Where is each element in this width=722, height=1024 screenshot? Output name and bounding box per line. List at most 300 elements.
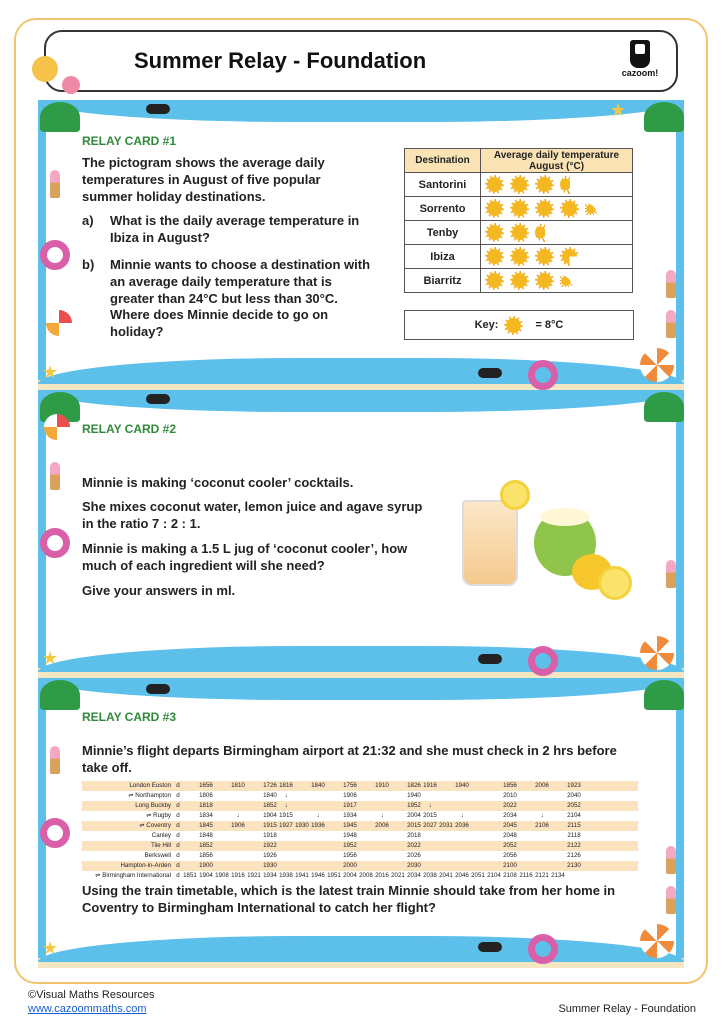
- destination-name: Tenby: [405, 221, 481, 245]
- time-cell: [326, 801, 342, 811]
- sun-icon: [510, 271, 529, 290]
- time-cell: [278, 851, 294, 861]
- sunglasses-icon: [478, 942, 502, 952]
- time-cell: 1852: [199, 842, 213, 849]
- table-header-temperature: Average daily temperature August (°C): [481, 149, 633, 173]
- time-cell: 2052: [503, 842, 517, 849]
- time-cell: [374, 831, 390, 841]
- time-cell: 1940: [455, 782, 469, 789]
- time-cell: 2108: [503, 872, 517, 879]
- title-bar: [44, 30, 678, 92]
- time-cell: [278, 841, 294, 851]
- departure-marker: d: [176, 832, 180, 839]
- time-cell: [246, 821, 262, 831]
- time-cell: [310, 801, 326, 811]
- pictogram-key: [404, 310, 634, 340]
- destination-name: Sorrento: [405, 197, 481, 221]
- sun-icon: [510, 247, 529, 266]
- time-cell: 1840: [311, 782, 325, 789]
- time-cell: 2100: [503, 862, 517, 869]
- relay-card-3: [38, 678, 684, 968]
- time-cell: 2034: [407, 872, 421, 879]
- key-value: = 8°C: [535, 319, 564, 331]
- time-cell: 1927: [279, 822, 293, 829]
- station-name: London Euston: [129, 782, 171, 789]
- time-cell: 2106: [535, 822, 549, 829]
- logo-text: cazoom!: [621, 68, 659, 78]
- pictogram-table: [404, 148, 633, 293]
- time-cell: [470, 851, 486, 861]
- time-cell: 2008: [359, 872, 373, 879]
- time-cell: 2016: [375, 872, 389, 879]
- time-cell: [518, 861, 534, 871]
- part-b-question: Minnie wants to choose a destination with an average daily temperature that is greater than 24°C but less than 30°C.: [110, 257, 371, 306]
- station-name: Hampton-in-Arden: [120, 862, 171, 869]
- time-cell: ↓: [284, 802, 288, 809]
- time-cell: [246, 801, 262, 811]
- time-cell: [294, 791, 310, 801]
- time-cell: 1921: [247, 872, 261, 879]
- time-cell: [534, 841, 550, 851]
- flower-icon: [32, 56, 58, 82]
- time-cell: [422, 851, 438, 861]
- station-name: ⇌ Birmingham International: [95, 872, 171, 879]
- time-cell: [214, 841, 230, 851]
- time-cell: [294, 861, 310, 871]
- time-cell: [230, 841, 246, 851]
- time-cell: 1856: [199, 852, 213, 859]
- time-cell: [358, 801, 374, 811]
- time-cell: [310, 861, 326, 871]
- time-cell: [550, 851, 566, 861]
- time-cell: [246, 781, 262, 791]
- part-b-letter: b): [82, 257, 95, 272]
- time-cell: [326, 781, 342, 791]
- time-cell: [358, 851, 374, 861]
- time-cell: ↓: [316, 812, 320, 819]
- beach-umbrella-icon: [640, 348, 674, 382]
- time-cell: [326, 821, 342, 831]
- time-cell: [390, 851, 406, 861]
- time-cell: [518, 791, 534, 801]
- time-cell: [390, 801, 406, 811]
- palm-leaf-icon: [644, 102, 684, 132]
- time-cell: 1930: [295, 822, 309, 829]
- time-cell: [438, 861, 454, 871]
- time-cell: 2004: [343, 872, 357, 879]
- time-cell: [358, 841, 374, 851]
- time-cell: [534, 801, 550, 811]
- time-cell: 2126: [567, 852, 581, 859]
- time-cell: 1923: [567, 782, 581, 789]
- time-cell: [326, 831, 342, 841]
- beach-ball-icon: [44, 414, 70, 440]
- time-cell: [230, 801, 246, 811]
- sun-icon: [485, 271, 504, 290]
- time-cell: [182, 821, 198, 831]
- time-cell: [486, 851, 502, 861]
- timetable-row: [82, 841, 638, 851]
- starfish-icon: ★: [42, 362, 59, 382]
- time-cell: [438, 811, 454, 821]
- time-cell: 1916: [423, 782, 437, 789]
- time-cell: [374, 861, 390, 871]
- time-cell: [550, 841, 566, 851]
- time-cell: [438, 791, 454, 801]
- starfish-icon: ★: [42, 648, 59, 668]
- website-link[interactable]: www.cazoommaths.com: [28, 1003, 147, 1015]
- sunglasses-icon: [146, 394, 170, 404]
- time-cell: ↓: [284, 792, 288, 799]
- time-cell: 1952: [407, 802, 421, 809]
- sun-icon: [510, 223, 529, 242]
- time-cell: 2006: [375, 822, 389, 829]
- time-cell: [214, 831, 230, 841]
- timetable-row: [82, 801, 638, 811]
- time-cell: 2004: [407, 812, 421, 819]
- time-cell: 2122: [567, 842, 581, 849]
- timetable-row: [82, 831, 638, 841]
- beach-ball-icon: [46, 310, 72, 336]
- station-name: Berkswell: [144, 852, 171, 859]
- swim-ring-icon: [40, 528, 70, 558]
- partial-sun-icon: [560, 175, 570, 194]
- time-cell: 2115: [567, 822, 581, 829]
- relay-card-1: [38, 100, 684, 390]
- time-cell: 2134: [551, 872, 565, 879]
- time-cell: [278, 831, 294, 841]
- time-cell: [294, 811, 310, 821]
- time-cell: [470, 861, 486, 871]
- cazoom-logo: [618, 40, 662, 84]
- time-cell: [294, 781, 310, 791]
- time-cell: [534, 831, 550, 841]
- time-cell: 1816: [279, 782, 293, 789]
- beach-umbrella-icon: [640, 636, 674, 670]
- time-cell: [486, 861, 502, 871]
- part-a-question: What is the daily average temperature in Ibiza in August?: [110, 213, 360, 245]
- time-cell: [246, 791, 262, 801]
- time-cell: 2015: [407, 822, 421, 829]
- swim-ring-icon: [528, 646, 558, 676]
- part-a-letter: a): [82, 213, 94, 228]
- departure-marker: d: [176, 782, 180, 789]
- time-cell: [390, 821, 406, 831]
- departure-marker: d: [176, 872, 180, 879]
- time-cell: 2048: [503, 832, 517, 839]
- time-cell: [230, 831, 246, 841]
- time-cell: [454, 861, 470, 871]
- time-cell: 1946: [311, 872, 325, 879]
- sunglasses-icon: [478, 368, 502, 378]
- partial-sun-icon: [585, 203, 597, 215]
- starfish-icon: ★: [42, 938, 59, 958]
- sun-icon: [504, 316, 523, 335]
- time-cell: 2022: [503, 802, 517, 809]
- station-name: Tile Hill: [150, 842, 171, 849]
- time-cell: 1930: [263, 862, 277, 869]
- time-cell: [374, 791, 390, 801]
- time-cell: [182, 861, 198, 871]
- time-cell: [390, 831, 406, 841]
- time-cell: 1951: [327, 872, 341, 879]
- time-cell: [182, 801, 198, 811]
- time-cell: [214, 781, 230, 791]
- palm-leaf-icon: [644, 392, 684, 422]
- star-icon: ★: [610, 100, 627, 120]
- footer-left: [28, 988, 155, 1016]
- time-cell: [182, 841, 198, 851]
- time-cell: 1818: [199, 802, 213, 809]
- time-cell: 2021: [391, 872, 405, 879]
- card3-p1: Minnie’s flight departs Birmingham airport at 21:32 and she must check in 2 hrs before take off.: [82, 743, 617, 775]
- temperature-symbols: [481, 269, 633, 293]
- temperature-symbols: [481, 245, 633, 269]
- time-cell: [358, 791, 374, 801]
- card-label: RELAY CARD #2: [82, 422, 177, 436]
- time-cell: [326, 841, 342, 851]
- time-cell: 1826: [407, 782, 421, 789]
- time-cell: [390, 781, 406, 791]
- time-cell: [550, 791, 566, 801]
- time-cell: [326, 851, 342, 861]
- timetable-row: [82, 851, 638, 861]
- part-b-followup: Where does Minnie decide to go on holiday?: [110, 307, 329, 339]
- time-cell: [470, 781, 486, 791]
- time-cell: 1908: [215, 872, 229, 879]
- timetable-row: [82, 871, 638, 881]
- time-cell: [534, 791, 550, 801]
- destination-name: Biarritz: [405, 269, 481, 293]
- station-name: ⇌ Rugby: [146, 812, 171, 819]
- time-cell: [214, 821, 230, 831]
- time-cell: [534, 861, 550, 871]
- time-cell: 1856: [503, 782, 517, 789]
- time-cell: 2006: [535, 782, 549, 789]
- departure-marker: d: [176, 812, 180, 819]
- sun-icon: [535, 271, 554, 290]
- time-cell: [182, 831, 198, 841]
- time-cell: 2041: [439, 872, 453, 879]
- time-cell: 1904: [199, 872, 213, 879]
- time-cell: [438, 781, 454, 791]
- time-cell: 1845: [199, 822, 213, 829]
- time-cell: [182, 811, 198, 821]
- ice-cream-icon: [666, 886, 676, 914]
- time-cell: 1915: [263, 822, 277, 829]
- time-cell: [470, 811, 486, 821]
- time-cell: 1915: [279, 812, 293, 819]
- time-cell: 1852: [263, 802, 277, 809]
- time-cell: [518, 781, 534, 791]
- time-cell: [454, 791, 470, 801]
- time-cell: [214, 791, 230, 801]
- time-cell: [518, 831, 534, 841]
- time-cell: 1910: [375, 782, 389, 789]
- pictogram-row: [405, 269, 633, 293]
- key-label: Key:: [474, 319, 499, 331]
- time-cell: 2010: [503, 792, 517, 799]
- time-cell: [470, 841, 486, 851]
- departure-marker: d: [176, 852, 180, 859]
- time-cell: [310, 851, 326, 861]
- time-cell: [390, 841, 406, 851]
- time-cell: [294, 801, 310, 811]
- partial-sun-icon: [535, 223, 545, 242]
- time-cell: [326, 811, 342, 821]
- sun-icon: [535, 199, 554, 218]
- time-cell: [550, 781, 566, 791]
- time-cell: [438, 841, 454, 851]
- time-cell: 1941: [295, 872, 309, 879]
- time-cell: [278, 861, 294, 871]
- time-cell: ↓: [460, 812, 464, 819]
- card3-p2: Using the train timetable, which is the latest train Minnie should take from her home in Coventry to Birmingham International to catch her flight?: [82, 883, 616, 915]
- timetable-row: [82, 821, 638, 831]
- departure-marker: d: [176, 792, 180, 799]
- time-cell: [182, 791, 198, 801]
- time-cell: 2052: [567, 802, 581, 809]
- time-cell: 2118: [567, 832, 581, 839]
- sunglasses-icon: [478, 654, 502, 664]
- time-cell: 2000: [343, 862, 357, 869]
- table-header-destination: Destination: [405, 149, 481, 173]
- time-cell: [310, 791, 326, 801]
- ice-cream-icon: [666, 310, 676, 338]
- time-cell: [294, 831, 310, 841]
- time-cell: [246, 851, 262, 861]
- timetable-row: [82, 861, 638, 871]
- time-cell: [214, 801, 230, 811]
- time-cell: [486, 821, 502, 831]
- time-cell: 2121: [535, 872, 549, 879]
- time-cell: [518, 841, 534, 851]
- sun-icon: [560, 199, 579, 218]
- timetable-row: [82, 781, 638, 791]
- time-cell: [422, 791, 438, 801]
- time-cell: 1726: [263, 782, 277, 789]
- ice-cream-icon: [666, 846, 676, 874]
- departure-marker: d: [176, 802, 180, 809]
- station-name: Long Buckby: [135, 802, 171, 809]
- time-cell: 2036: [455, 822, 469, 829]
- departure-marker: d: [176, 822, 180, 829]
- time-cell: [550, 811, 566, 821]
- time-cell: 1810: [231, 782, 245, 789]
- flower-icon: [62, 76, 80, 94]
- time-cell: [518, 851, 534, 861]
- partial-sun-icon: [560, 275, 572, 287]
- time-cell: [182, 851, 198, 861]
- copyright-text: ©Visual Maths Resources: [28, 989, 155, 1001]
- time-cell: [374, 841, 390, 851]
- time-cell: 1945: [343, 822, 357, 829]
- time-cell: [486, 841, 502, 851]
- time-cell: [294, 841, 310, 851]
- station-name: ⇌ Coventry: [139, 822, 171, 829]
- time-cell: [550, 801, 566, 811]
- ice-cream-icon: [50, 746, 60, 774]
- pictogram-row: [405, 173, 633, 197]
- time-cell: [230, 861, 246, 871]
- card2-p3: Minnie is making a 1.5 L jug of ‘coconut cooler’, how much of each ingredient will she need?: [82, 541, 408, 573]
- time-cell: 2056: [503, 852, 517, 859]
- time-cell: ↓: [540, 812, 544, 819]
- time-cell: 1840: [263, 792, 277, 799]
- time-cell: [390, 811, 406, 821]
- time-cell: [230, 851, 246, 861]
- departure-marker: d: [176, 842, 180, 849]
- timetable-row: [82, 811, 638, 821]
- time-cell: [454, 831, 470, 841]
- swim-ring-icon: [528, 934, 558, 964]
- station-name: ⇌ Northampton: [128, 792, 171, 799]
- time-cell: 2027: [423, 822, 437, 829]
- time-cell: ↓: [380, 812, 384, 819]
- time-cell: 1656: [199, 782, 213, 789]
- sunglasses-icon: [146, 684, 170, 694]
- sun-icon: [485, 247, 504, 266]
- time-cell: 2038: [423, 872, 437, 879]
- cocktail-glass-image: [462, 500, 518, 586]
- sun-icon: [510, 199, 529, 218]
- time-cell: [246, 831, 262, 841]
- departure-marker: d: [176, 862, 180, 869]
- card-label: RELAY CARD #3: [82, 710, 177, 724]
- time-cell: [470, 791, 486, 801]
- time-cell: [358, 821, 374, 831]
- sun-icon: [510, 175, 529, 194]
- time-cell: [422, 861, 438, 871]
- card2-p1: Minnie is making ‘coconut cooler’ cocktails.: [82, 475, 354, 490]
- time-cell: 1834: [199, 812, 213, 819]
- time-cell: [326, 791, 342, 801]
- time-cell: [486, 781, 502, 791]
- time-cell: [326, 861, 342, 871]
- time-cell: [310, 831, 326, 841]
- card-label: RELAY CARD #1: [82, 134, 177, 148]
- time-cell: [214, 851, 230, 861]
- time-cell: [518, 811, 534, 821]
- time-cell: [438, 851, 454, 861]
- ice-cream-icon: [50, 462, 60, 490]
- time-cell: [454, 841, 470, 851]
- sun-icon: [485, 175, 504, 194]
- time-cell: [518, 821, 534, 831]
- timetable-row: [82, 791, 638, 801]
- time-cell: [374, 801, 390, 811]
- time-cell: 1906: [231, 822, 245, 829]
- station-name: Canley: [151, 832, 171, 839]
- time-cell: 1756: [343, 782, 357, 789]
- time-cell: 2104: [487, 872, 501, 879]
- time-cell: 1948: [343, 832, 357, 839]
- time-cell: [454, 801, 470, 811]
- time-cell: 1934: [263, 872, 277, 879]
- time-cell: [374, 851, 390, 861]
- time-cell: 2030: [407, 862, 421, 869]
- time-cell: [246, 811, 262, 821]
- time-cell: [246, 861, 262, 871]
- pictogram-row: [405, 221, 633, 245]
- time-cell: [358, 831, 374, 841]
- time-cell: [550, 861, 566, 871]
- destination-name: Santorini: [405, 173, 481, 197]
- time-cell: 1848: [199, 832, 213, 839]
- palm-leaf-icon: [40, 102, 80, 132]
- time-cell: [214, 811, 230, 821]
- logo-glass-icon: [630, 40, 650, 68]
